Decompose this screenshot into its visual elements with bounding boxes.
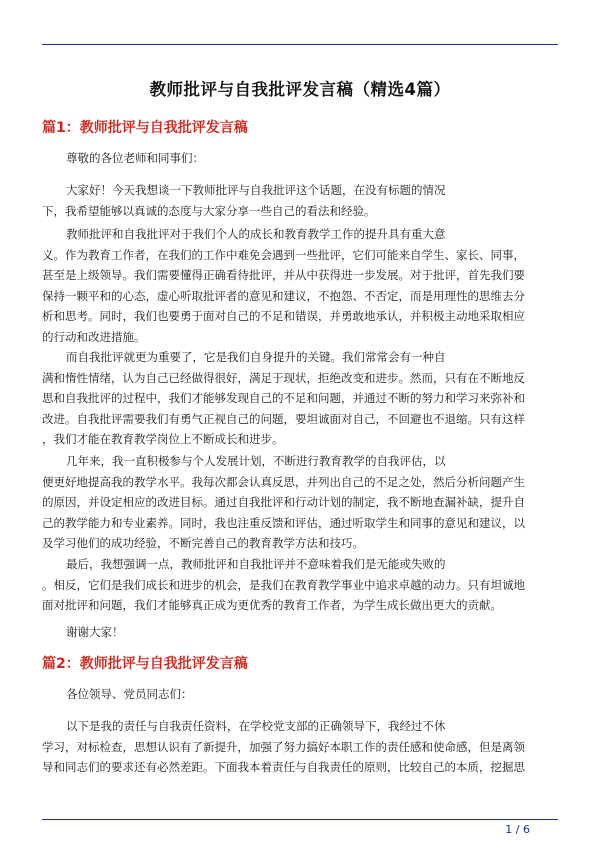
section-1-heading: 篇1：教师批评与自我批评发言稿 [42, 120, 248, 136]
paragraph-line: 义。作为教育工作者，在我们的工作中难免会遇到一些批评，它们可能来自学生、家长、同事， [42, 247, 525, 262]
paragraph-line: 思和自我批评的过程中，我们才能够发现自己的不足和问题，并通过不断的努力和学习来弥补和 [42, 391, 525, 405]
paragraph-line: 。相反，它们是我们成长和进步的机会，是我们在教育教学事业中追求卓越的动力。只有坦诚地 [42, 577, 525, 592]
footer-rule [42, 819, 558, 820]
paragraph-line: 下，我希望能够以真诚的态度与大家分享一些自己的看法和经验。 [42, 203, 376, 218]
paragraph-line: 最后，我想强调一点，教师批评和自我批评并不意味着我们是无能或失败的 [66, 557, 446, 571]
paragraph-line: 导和同志们的要求还有必然差距。下面我本着责任与自我责任的原则，比较自己的本质，挖掘思 [42, 760, 525, 774]
section-2-salutation: 各位领导、党员同志们： [66, 687, 193, 701]
paragraph-line: 面对批评和问题，我们才能够真正成为更优秀的教育工作者，为学生成长做出更大的贡献。 [42, 598, 502, 612]
paragraph-line: 便更好地提高我的教学水平。我每次都会认真反思，并列出自己的不足之处，然后分析问题产生 [42, 474, 525, 489]
section-1-closing: 谢谢大家！ [66, 625, 124, 639]
section-2-heading: 篇2：教师批评与自我批评发言稿 [42, 656, 248, 672]
document-title: 教师批评与自我批评发言稿（精选4篇） [149, 80, 451, 99]
paragraph-line: 几年来，我一直积极参与个人发展计划，不断进行教育教学的自我评估，以 [66, 454, 446, 468]
paragraph-line: 满和惰性情绪，认为自己已经做得很好，满足于现状，拒绝改变和进步。然而，只有在不断地反 [42, 370, 525, 385]
section-1-paragraph-1 [42, 180, 562, 221]
paragraph-line: 学习，对标检查，思想认识有了新提升，加强了努力搞好本职工作的责任感和使命感，但是离领 [42, 739, 525, 754]
paragraph-line: 的原因，并设定相应的改进目标。通过自我批评和行动计划的制定，我不断地查漏补缺，提升自 [42, 495, 525, 509]
paragraph-line: 教师批评和自我批评对于我们个人的成长和教育教学工作的提升具有重大意 [66, 227, 446, 241]
page-number: 1 / 6 [505, 823, 530, 836]
paragraph-line: 析和思考。同时，我们也要勇于面对自己的不足和错误，并勇敢地承认，并积极主动地采取相应 [42, 309, 525, 323]
section-1-paragraph-2 [42, 224, 562, 347]
paragraph-line: 改进。自我批评需要我们有勇气正视自己的问题，要坦诚面对自己，不回避也不退缩。只有这样 [42, 411, 525, 426]
paragraph-line: 大家好！今天我想谈一下教师批评与自我批评这个话题，在没有标题的情况 [66, 183, 446, 197]
paragraph-line: 甚至是上级领导。我们需要懂得正确看待批评，并从中获得进一步发展。对于批评，首先我们要 [42, 268, 525, 282]
paragraph-line: 保持一颗平和的心态，虚心听取批评者的意见和建议，不抱怨、不否定，而是用理性的思维去分 [42, 288, 525, 303]
section-1-salutation: 尊敬的各位老师和同事们： [66, 151, 204, 165]
paragraph-line: ，我们才能在教育教学岗位上不断成长和进步。 [42, 432, 284, 446]
paragraph-line: 的行动和改进措施。 [42, 329, 146, 344]
section-1-paragraph-4 [42, 451, 562, 554]
section-2-paragraph-1 [42, 716, 562, 778]
section-1-paragraph-5 [42, 554, 562, 616]
header-rule [42, 44, 558, 45]
paragraph-line: 己的教学能力和专业素养。同时，我也注重反馈和评估，通过听取学生和同事的意见和建议，以 [42, 515, 525, 530]
paragraph-line: 以下是我的责任与自我责任资料，在学校党支部的正确领导下，我经过不休 [66, 719, 446, 733]
paragraph-line: 及学习他们的成功经验，不断完善自己的教育教学方法和技巧。 [42, 536, 364, 550]
section-1-paragraph-3 [42, 347, 562, 450]
paragraph-line: 而自我批评就更为重要了，它是我们自身提升的关键。我们常常会有一种自 [66, 350, 446, 364]
